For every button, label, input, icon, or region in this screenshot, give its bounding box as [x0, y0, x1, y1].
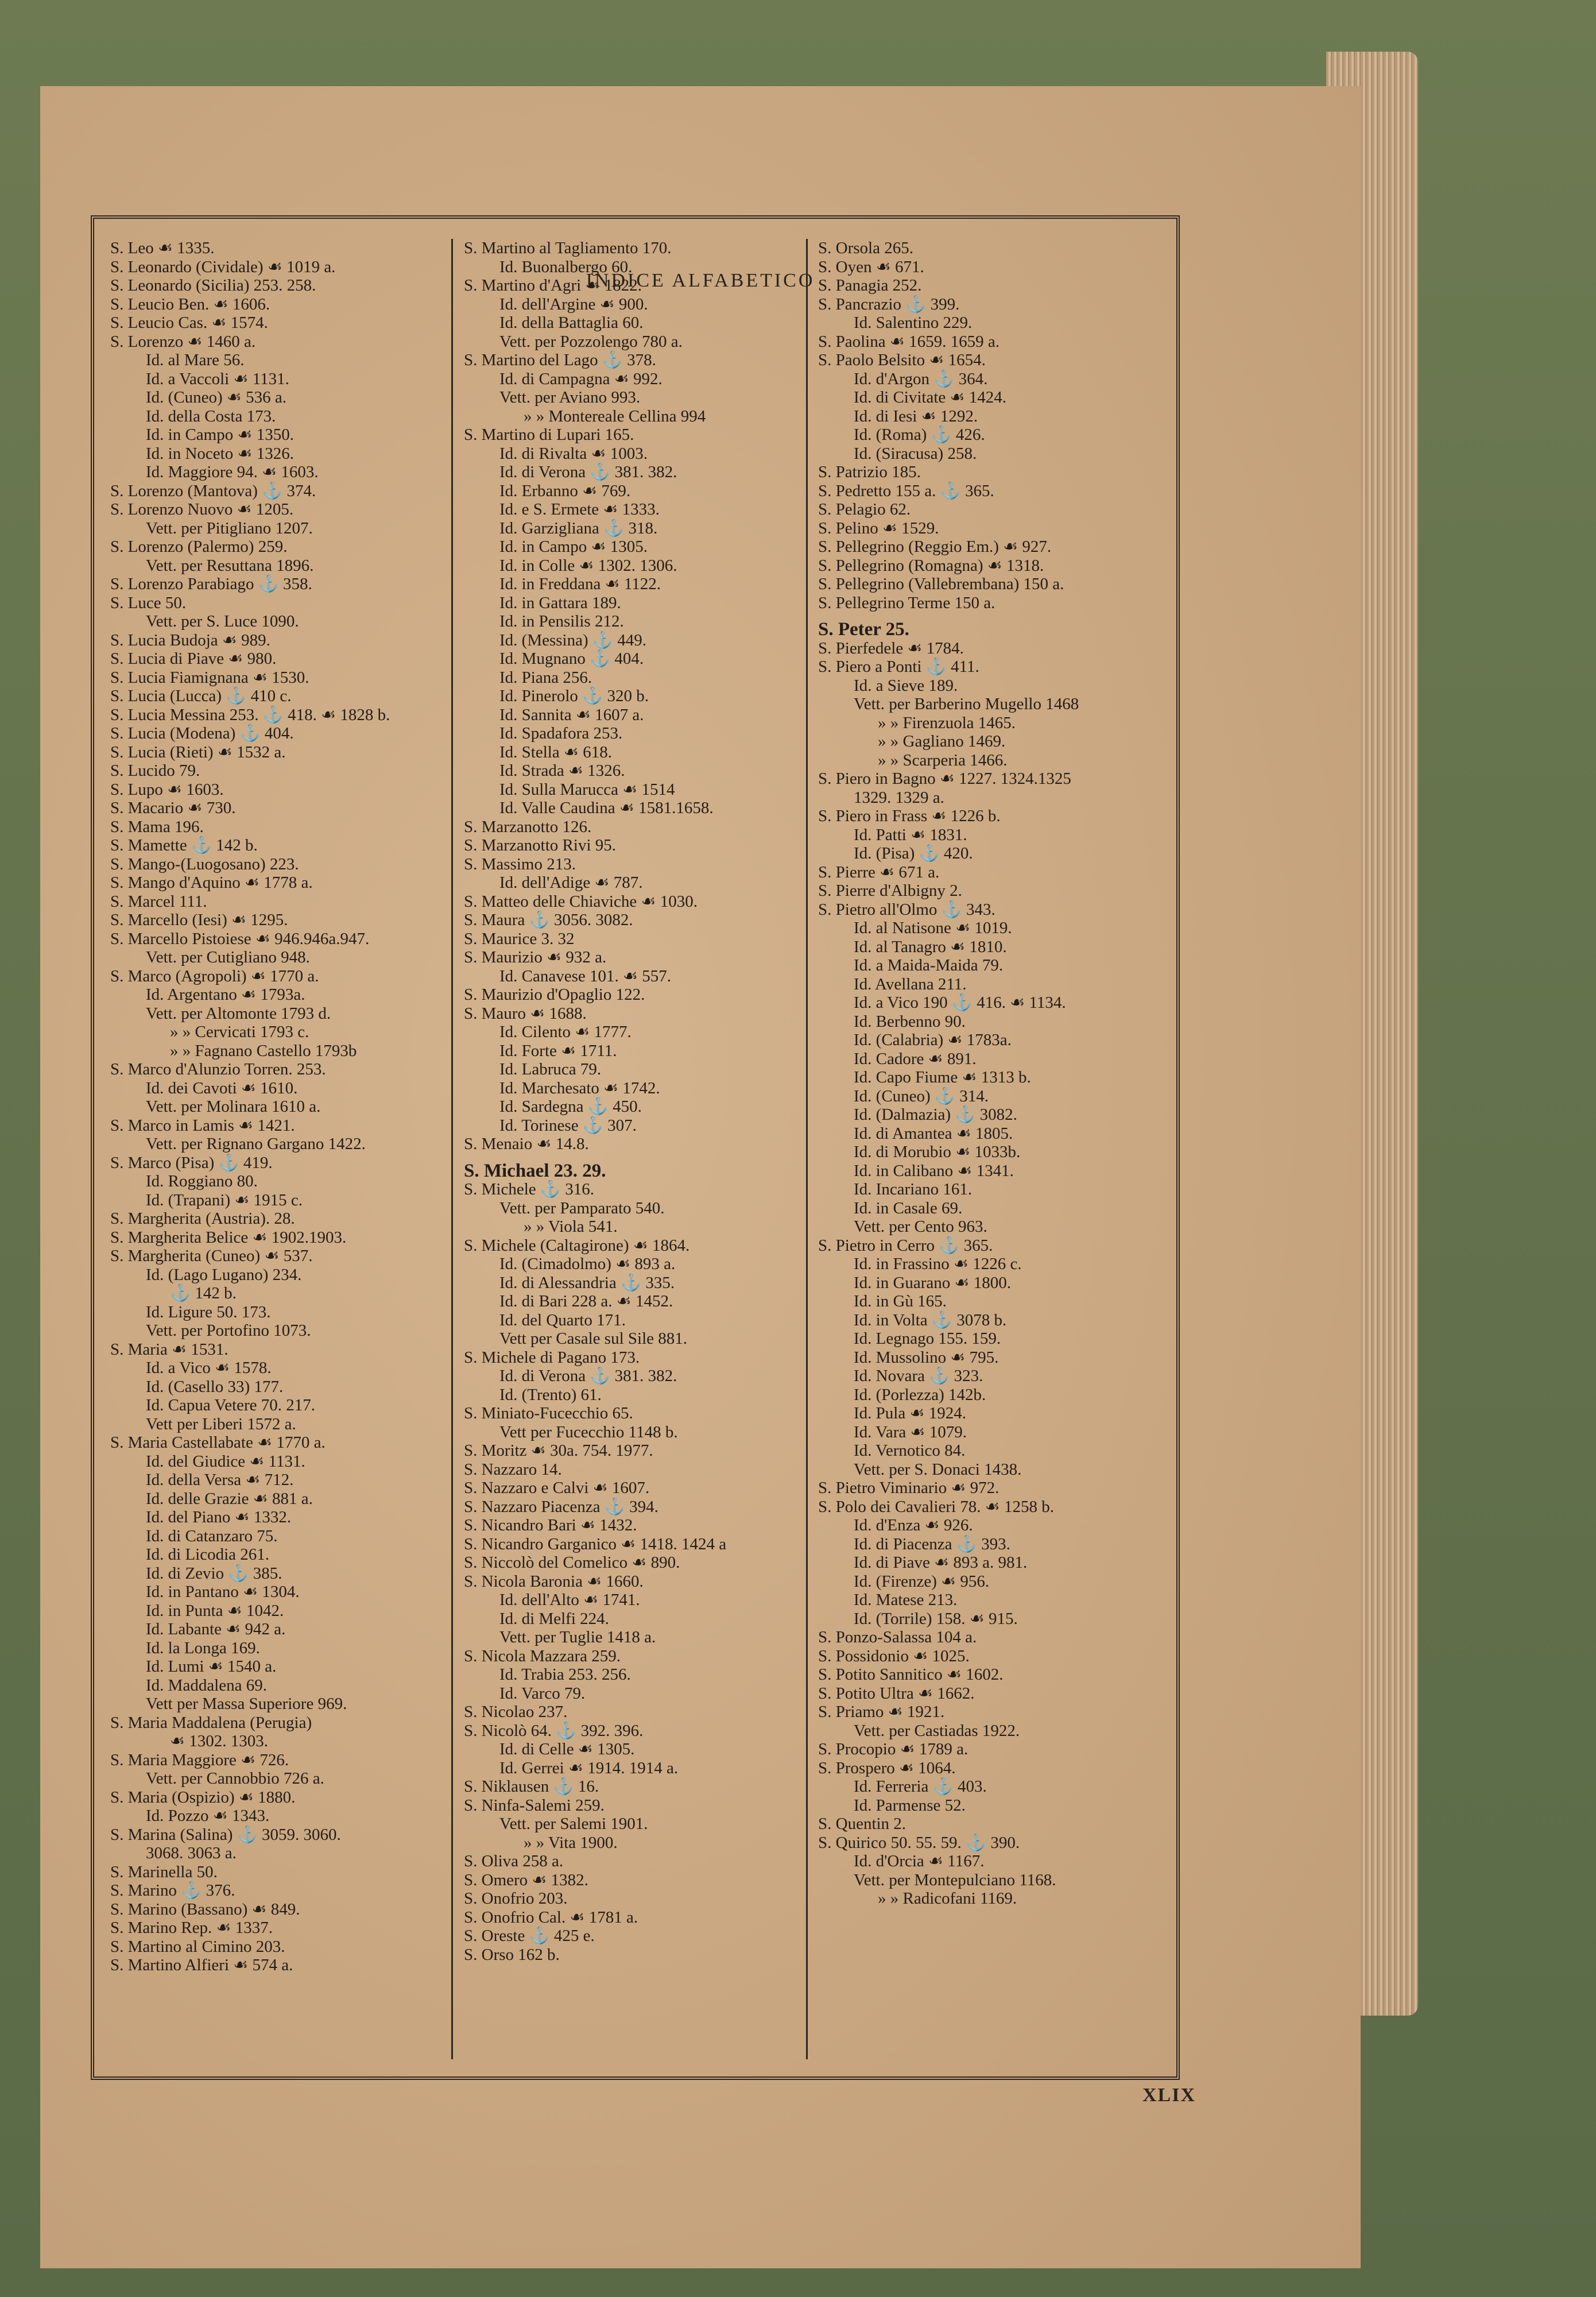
index-entry: Id. Valle Caudina ☙ 1581.1658.: [499, 799, 714, 817]
index-entry: Vett. per Montepulciano 1168.: [854, 1870, 1056, 1889]
index-entry: Id. (Cuneo) ☙ 536 a.: [146, 388, 287, 407]
index-entry: S. Luce 50.: [110, 593, 187, 612]
index-entry: Id. di Bari 228 a. ☙ 1452.: [499, 1292, 673, 1310]
index-entry: Id. di Amantea ☙ 1805.: [854, 1124, 1013, 1143]
index-entry: Id. Ligure 50. 173.: [146, 1302, 271, 1321]
index-entry: S. Mango d'Aquino ☙ 1778 a.: [110, 873, 313, 892]
index-entry: Vett. per Salemi 1901.: [499, 1815, 648, 1833]
index-entry: Id. Mussolino ☙ 795.: [854, 1348, 999, 1367]
index-entry: Id. (Firenze) ☙ 956.: [854, 1572, 990, 1591]
index-entry: Vett per Casale sul Sile 881.: [499, 1329, 688, 1348]
index-entry: S. Pellegrino (Vallebrembana) 150 a.: [818, 575, 1064, 593]
index-entry: S. Oliva 258 a.: [464, 1852, 564, 1870]
index-entry: Id. Varco 79.: [499, 1684, 586, 1703]
index-entry: S. Lucia Messina 253. ⚓ 418. ☙ 1828 b.: [110, 705, 390, 724]
index-entry: S. Maria Castellabate ☙ 1770 a.: [110, 1433, 326, 1452]
index-entry: Id. di Catanzaro 75.: [146, 1526, 278, 1545]
index-entry: Id. Labruca 79.: [499, 1060, 602, 1078]
index-entry: » » Vita 1900.: [524, 1833, 618, 1852]
index-entry: Id. Vara ☙ 1079.: [854, 1422, 967, 1441]
index-entry: S. Pierre ☙ 671 a.: [818, 863, 940, 881]
index-entry: Vett. per Pitigliano 1207.: [146, 519, 313, 537]
index-entry: Id. (Calabria) ☙ 1783a.: [854, 1031, 1012, 1049]
index-entry: S. Martino di Lupari 165.: [464, 426, 634, 444]
index-entry: S. Martino al Cimino 203.: [110, 1937, 285, 1956]
index-entry: S. Martino al Tagliamento 170.: [464, 239, 672, 257]
index-entry: Id. Salentino 229.: [854, 314, 973, 332]
index-entry: S. Martino Alfieri ☙ 574 a.: [110, 1956, 293, 1974]
index-entry: Id. Capua Vetere 70. 217.: [146, 1396, 316, 1414]
index-entry: Id. (Trento) 61.: [499, 1385, 602, 1404]
index-entry: S. Lorenzo Nuovo ☙ 1205.: [110, 500, 294, 519]
index-entry: S. Pelagio 62.: [818, 500, 911, 519]
index-entry: Id. Vernotico 84.: [854, 1441, 966, 1460]
index-entry: S. Potito Ultra ☙ 1662.: [818, 1684, 975, 1703]
index-entry: Id. Maggiore 94. ☙ 1603.: [146, 463, 319, 481]
index-entry: Id. Mugnano ⚓ 404.: [499, 649, 644, 668]
index-entry: Id. Capo Fiume ☙ 1313 b.: [854, 1068, 1031, 1086]
index-entry: Id. Cilento ☙ 1777.: [499, 1023, 632, 1041]
index-entry: Id. Labante ☙ 942 a.: [146, 1620, 286, 1638]
index-entry: S. Margherita (Austria). 28.: [110, 1209, 295, 1228]
index-entry: Id. di Verona ⚓ 381. 382.: [499, 1367, 677, 1385]
index-entry: S. Mamette ⚓ 142 b.: [110, 836, 258, 854]
index-entry: Vett per Massa Superiore 969.: [146, 1695, 347, 1713]
index-entry: S. Ponzo-Salassa 104 a.: [818, 1628, 977, 1646]
index-entry: Id. al Tanagro ☙ 1810.: [854, 937, 1007, 956]
index-entry: S. Niklausen ⚓ 16.: [464, 1777, 599, 1796]
index-entry: Id. (Trapani) ☙ 1915 c.: [146, 1190, 303, 1209]
index-entry: Id. della Costa 173.: [146, 407, 276, 426]
index-entry: S. Pellegrino Terme 150 a.: [818, 593, 995, 612]
index-entry: Vett. per Molinara 1610 a.: [146, 1097, 321, 1116]
index-entry: S. Leonardo (Sicilia) 253. 258.: [110, 276, 316, 295]
index-entry: S. Marco (Agropoli) ☙ 1770 a.: [110, 966, 319, 985]
index-entry: Id. (Dalmazia) ⚓ 3082.: [854, 1105, 1017, 1124]
index-entry: S. Marcello Pistoiese ☙ 946.946a.947.: [110, 929, 370, 948]
index-entry: » » Firenzuola 1465.: [878, 713, 1016, 732]
index-entry: S. Maria Maddalena (Perugia): [110, 1713, 312, 1732]
index-entry: S. Pietro all'Olmo ⚓ 343.: [818, 900, 995, 919]
index-entry: S. Lorenzo Parabiago ⚓ 358.: [110, 575, 312, 593]
index-entry: Id. del Quarto 171.: [499, 1310, 626, 1329]
index-entry: Id. Sulla Marucca ☙ 1514: [499, 780, 675, 799]
index-entry: Id. Matese 213.: [854, 1591, 958, 1609]
index-entry: S. Leucio Cas. ☙ 1574.: [110, 314, 268, 332]
index-entry: Id. in Frassino ☙ 1226 c.: [854, 1255, 1022, 1273]
index-entry: Id. a Vaccoli ☙ 1131.: [146, 369, 289, 388]
index-entry: Id. a Vico ☙ 1578.: [146, 1359, 272, 1377]
index-entry: Id. del Piano ☙ 1332.: [146, 1508, 292, 1526]
index-entry: Vett. per Altomonte 1793 d.: [146, 1004, 331, 1023]
index-entry: S. Marcello (Iesi) ☙ 1295.: [110, 911, 288, 929]
index-entry: Id. d'Argon ⚓ 364.: [854, 369, 988, 388]
index-entry: S. Nicola Baronia ☙ 1660.: [464, 1572, 644, 1591]
index-entry: Id. in Pantano ☙ 1304.: [146, 1583, 300, 1601]
index-entry: Id. Strada ☙ 1326.: [499, 761, 625, 780]
index-entry: Id. dell'Argine ☙ 900.: [499, 295, 648, 314]
index-entry: S. Nazzaro Piacenza ⚓ 394.: [464, 1497, 658, 1516]
index-entry: S. Onofrio Cal. ☙ 1781 a.: [464, 1908, 638, 1927]
index-entry: S. Lupo ☙ 1603.: [110, 780, 224, 799]
index-entry: S. Possidonio ☙ 1025.: [818, 1646, 970, 1665]
index-entry: S. Maurice 3. 32: [464, 929, 575, 948]
index-entry: Vett. per Resuttana 1896.: [146, 556, 314, 575]
index-entry: S. Piero a Ponti ⚓ 411.: [818, 658, 979, 676]
index-entry: S. Paolina ☙ 1659. 1659 a.: [818, 332, 1000, 351]
index-entry: Id. Pinerolo ⚓ 320 b.: [499, 687, 649, 705]
index-entry: Vett per Fucecchio 1148 b.: [499, 1422, 678, 1441]
index-entry: Id. dell'Adige ☙ 787.: [499, 873, 643, 892]
index-entry: Id. Berbenno 90.: [854, 1012, 966, 1031]
index-entry: S. Mama 196.: [110, 817, 204, 836]
index-entry: Id. di Piave ☙ 893 a. 981.: [854, 1553, 1028, 1572]
index-entry: S. Nicandro Bari ☙ 1432.: [464, 1516, 637, 1534]
index-entry: S. Pelino ☙ 1529.: [818, 519, 939, 537]
index-entry: Id. di Melfi 224.: [499, 1609, 609, 1628]
index-entry: S. Menaio ☙ 14.8.: [464, 1135, 589, 1153]
index-entry: S. Margherita Belice ☙ 1902.1903.: [110, 1228, 347, 1247]
index-entry: Id. in Pensilis 212.: [499, 612, 624, 631]
index-entry: » » Cervicati 1793 c.: [170, 1023, 309, 1041]
index-entry: Id. (Torrile) 158. ☙ 915.: [854, 1609, 1018, 1628]
index-entry: S. Procopio ☙ 1789 a.: [818, 1740, 969, 1758]
index-entry: Vett. per S. Donaci 1438.: [854, 1460, 1022, 1479]
index-entry: Vett. per Pozzolengo 780 a.: [499, 332, 683, 351]
index-entry: Id. in Calibano ☙ 1341.: [854, 1161, 1014, 1180]
index-entry: S. Polo dei Cavalieri 78. ☙ 1258 b.: [818, 1497, 1055, 1516]
index-entry: S. Mauro ☙ 1688.: [464, 1004, 587, 1023]
index-entry: S. Leo ☙ 1335.: [110, 239, 215, 257]
index-entry: Id. Torinese ⚓ 307.: [499, 1116, 637, 1135]
index-entry: Id. (Casello 33) 177.: [146, 1377, 284, 1396]
index-entry: S. Nicola Mazzara 259.: [464, 1646, 621, 1665]
index-entry: Id. (Roma) ⚓ 426.: [854, 426, 985, 444]
index-entry: Id. Ferreria ⚓ 403.: [854, 1777, 987, 1796]
book-page: [40, 86, 1361, 2268]
index-entry: » » Radicofani 1169.: [878, 1889, 1017, 1908]
index-entry: S. Nazzaro e Calvi ☙ 1607.: [464, 1479, 650, 1497]
index-entry: » » Scarperia 1466.: [878, 751, 1008, 769]
index-entry: S. Pierre d'Albigny 2.: [818, 881, 962, 900]
index-entry: S. Piero in Bagno ☙ 1227. 1324.1325: [818, 769, 1071, 788]
index-entry: S. Pancrazio ⚓ 399.: [818, 295, 960, 314]
index-entry: Id. Stella ☙ 618.: [499, 743, 612, 761]
index-entry: Id. Trabia 253. 256.: [499, 1665, 631, 1684]
index-entry: S. Macario ☙ 730.: [110, 799, 236, 817]
index-entry: S. Michael 23. 29.: [464, 1161, 606, 1180]
index-entry: Id. Spadafora 253.: [499, 724, 623, 743]
index-entry: Id. in Volta ⚓ 3078 b.: [854, 1310, 1007, 1329]
index-entry: Id. della Battaglia 60.: [499, 314, 644, 332]
page-title: INDICE ALFABETICO: [586, 270, 815, 291]
index-entry: S. Maria (Ospizio) ☙ 1880.: [110, 1788, 296, 1807]
index-entry: S. Maura ⚓ 3056. 3082.: [464, 911, 633, 929]
index-entry: Id. in Gù 165.: [854, 1292, 947, 1310]
index-entry: Id. in Campo ☙ 1305.: [499, 537, 648, 556]
index-entry: S. Nicolao 237.: [464, 1703, 568, 1721]
index-entry: S. Martino d'Agri ☙ 1822.: [464, 276, 642, 295]
index-entry: S. Moritz ☙ 30a. 754. 1977.: [464, 1441, 653, 1460]
index-entry: Id. Gerrei ☙ 1914. 1914 a.: [499, 1758, 679, 1777]
index-entry: 3068. 3063 a.: [146, 1844, 237, 1862]
index-entry: S. Matteo delle Chiaviche ☙ 1030.: [464, 892, 698, 911]
index-entry: S. Martino del Lago ⚓ 378.: [464, 351, 656, 369]
index-entry: Vett. per S. Luce 1090.: [146, 612, 299, 631]
index-entry: S. Orso 162 b.: [464, 1945, 560, 1964]
index-entry: S. Priamo ☙ 1921.: [818, 1703, 945, 1721]
index-column-2: [455, 239, 808, 2059]
index-entry: S. Marino (Bassano) ☙ 849.: [110, 1900, 300, 1919]
index-entry: Id. di Zevio ⚓ 385.: [146, 1564, 282, 1583]
index-entry: Id. a Maida-Maida 79.: [854, 956, 1004, 975]
index-entry: S. Oyen ☙ 671.: [818, 257, 924, 276]
index-entry: Id. di Rivalta ☙ 1003.: [499, 444, 648, 463]
page-number: XLIX: [1142, 2085, 1196, 2106]
index-entry: Id. dei Cavoti ☙ 1610.: [146, 1078, 298, 1097]
index-entry: Id. a Vico 190 ⚓ 416. ☙ 1134.: [854, 993, 1066, 1012]
index-entry: » » Fagnano Castello 1793b: [170, 1041, 357, 1060]
index-entry: Id. in Freddana ☙ 1122.: [499, 575, 661, 593]
index-entry: S. Nicolò 64. ⚓ 392. 396.: [464, 1721, 644, 1740]
index-entry: S. Maurizio ☙ 932 a.: [464, 948, 607, 966]
index-entry: Id. Erbanno ☙ 769.: [499, 481, 631, 500]
index-entry: Id. Marchesato ☙ 1742.: [499, 1078, 660, 1097]
index-entry: Id. Sardegna ⚓ 450.: [499, 1097, 642, 1116]
index-entry: Id. in Noceto ☙ 1326.: [146, 444, 294, 463]
index-entry: S. Pierfedele ☙ 1784.: [818, 639, 964, 658]
index-entry: Vett. per Castiadas 1922.: [854, 1721, 1020, 1740]
index-column-3: [809, 239, 1172, 2059]
index-entry: Id. Canavese 101. ☙ 557.: [499, 966, 672, 985]
index-entry: Id. Lumi ☙ 1540 a.: [146, 1657, 277, 1676]
index-entry: Vett. per Aviano 993.: [499, 388, 641, 407]
index-entry: Id. Cadore ☙ 891.: [854, 1049, 977, 1068]
index-entry: S. Marcel 111.: [110, 892, 207, 911]
index-entry: Id. in Gattara 189.: [499, 593, 621, 612]
index-entry: Vett. per Tuglie 1418 a.: [499, 1628, 656, 1646]
index-entry: S. Lucia (Modena) ⚓ 404.: [110, 724, 294, 743]
index-entry: Id. Argentano ☙ 1793a.: [146, 985, 305, 1004]
index-entry: S. Lucia (Lucca) ⚓ 410 c.: [110, 687, 292, 705]
index-entry: S. Pietro Viminario ☙ 972.: [818, 1479, 1000, 1497]
index-entry: Id. delle Grazie ☙ 881 a.: [146, 1489, 313, 1508]
index-entry: Id. al Natisone ☙ 1019.: [854, 919, 1012, 937]
index-entry: S. Marinella 50.: [110, 1862, 218, 1881]
index-entry: Id. in Colle ☙ 1302. 1306.: [499, 556, 677, 575]
index-entry: S. Leonardo (Cividale) ☙ 1019 a.: [110, 257, 336, 276]
index-entry: Vett. per Cannobbio 726 a.: [146, 1769, 324, 1788]
index-entry: S. Prospero ☙ 1064.: [818, 1758, 956, 1777]
index-entry: S. Lucia Budoja ☙ 989.: [110, 631, 270, 649]
index-entry: S. Quentin 2.: [818, 1815, 907, 1833]
index-entry: Id. di Celle ☙ 1305.: [499, 1740, 635, 1758]
index-entry: S. Niccolò del Comelico ☙ 890.: [464, 1553, 680, 1572]
index-entry: Id. e S. Ermete ☙ 1333.: [499, 500, 660, 519]
index-entry: S. Omero ☙ 1382.: [464, 1870, 588, 1889]
index-entry: S. Marino Rep. ☙ 1337.: [110, 1919, 273, 1937]
index-entry: Id. della Versa ☙ 712.: [146, 1471, 294, 1489]
index-column-1: [101, 239, 453, 2059]
index-entry: S. Lucia di Piave ☙ 980.: [110, 649, 277, 668]
index-entry: S. Oreste ⚓ 425 e.: [464, 1927, 595, 1945]
index-entry: Vett. per Rignano Gargano 1422.: [146, 1135, 366, 1153]
index-frame: [91, 215, 1180, 2080]
index-entry: » » Viola 541.: [524, 1217, 618, 1236]
index-entry: Id. Maddalena 69.: [146, 1676, 267, 1695]
index-entry: S. Marino ⚓ 376.: [110, 1881, 235, 1900]
index-entry: ⚓ 142 b.: [170, 1284, 237, 1302]
index-entry: S. Massimo 213.: [464, 854, 576, 873]
index-entry: S. Pietro in Cerro ⚓ 365.: [818, 1236, 993, 1255]
index-entry: S. Quirico 50. 55. 59. ⚓ 390.: [818, 1833, 1020, 1852]
index-entry: S. Leucio Ben. ☙ 1606.: [110, 295, 270, 314]
index-entry: S. Paolo Belsito ☙ 1654.: [818, 351, 986, 369]
index-entry: Id. di Morubio ☙ 1033b.: [854, 1143, 1021, 1161]
index-entry: Id. d'Enza ☙ 926.: [854, 1516, 973, 1534]
index-entry: Id. Sannita ☙ 1607 a.: [499, 705, 644, 724]
index-entry: S. Pellegrino (Romagna) ☙ 1318.: [818, 556, 1044, 575]
index-entry: Id. Novara ⚓ 323.: [854, 1367, 983, 1385]
index-entry: S. Pedretto 155 a. ⚓ 365.: [818, 481, 994, 500]
index-entry: S. Ninfa-Salemi 259.: [464, 1796, 605, 1815]
index-entry: Id. Pozzo ☙ 1343.: [146, 1807, 270, 1825]
index-entry: Id. di Alessandria ⚓ 335.: [499, 1273, 675, 1292]
index-entry: S. Marco (Pisa) ⚓ 419.: [110, 1153, 273, 1172]
index-entry: Id. (Pisa) ⚓ 420.: [854, 844, 973, 863]
index-entry: S. Lorenzo (Palermo) 259.: [110, 537, 288, 556]
index-entry: Id. la Longa 169.: [146, 1638, 260, 1657]
index-entry: Id. Avellana 211.: [854, 975, 967, 993]
index-entry: S. Marina (Salina) ⚓ 3059. 3060.: [110, 1825, 341, 1844]
index-entry: Id. Piana 256.: [499, 668, 592, 687]
index-entry: S. Nazzaro 14.: [464, 1460, 562, 1479]
index-entry: S. Michele (Caltagirone) ☙ 1864.: [464, 1236, 690, 1255]
index-entry: S. Potito Sannitico ☙ 1602.: [818, 1665, 1004, 1684]
index-entry: S. Maria ☙ 1531.: [110, 1340, 228, 1359]
index-entry: Id. Roggiano 80.: [146, 1172, 258, 1190]
index-entry: Id. Parmense 52.: [854, 1796, 966, 1815]
index-entry: Id. in Punta ☙ 1042.: [146, 1601, 284, 1620]
index-entry: S. Maurizio d'Opaglio 122.: [464, 985, 645, 1004]
index-entry: Id. Buonalbergo 60.: [499, 257, 633, 276]
index-entry: ☙ 1302. 1303.: [170, 1732, 268, 1750]
index-entry: Id. Pula ☙ 1924.: [854, 1404, 966, 1422]
index-entry: S. Lucia Fiamignana ☙ 1530.: [110, 668, 309, 687]
index-entry: S. Marco in Lamis ☙ 1421.: [110, 1116, 295, 1135]
index-entry: S. Maria Maggiore ☙ 726.: [110, 1750, 289, 1769]
index-entry: S. Marzanotto Rivi 95.: [464, 836, 617, 854]
index-entry: S. Peter 25.: [818, 620, 909, 639]
index-entry: S. Marzanotto 126.: [464, 817, 592, 836]
index-entry: S. Lucido 79.: [110, 761, 200, 780]
index-entry: Vett. per Cento 963.: [854, 1217, 987, 1236]
index-entry: S. Orsola 265.: [818, 239, 913, 257]
index-entry: Id. (Siracusa) 258.: [854, 444, 977, 463]
index-entry: » » Gagliano 1469.: [878, 732, 1006, 751]
index-entry: Id. (Lago Lugano) 234.: [146, 1265, 302, 1284]
index-entry: S. Michele ⚓ 316.: [464, 1180, 595, 1198]
index-entry: Id. del Giudice ☙ 1131.: [146, 1452, 305, 1471]
index-entry: S. Lucia (Rieti) ☙ 1532 a.: [110, 743, 286, 761]
index-entry: 1329. 1329 a.: [854, 788, 944, 807]
index-entry: Vett. per Pamparato 540.: [499, 1198, 665, 1217]
index-entry: Id. Forte ☙ 1711.: [499, 1041, 617, 1060]
index-entry: Id. in Casale 69.: [854, 1198, 963, 1217]
index-entry: Id. Incariano 161.: [854, 1180, 973, 1198]
index-entry: Id. in Campo ☙ 1350.: [146, 426, 294, 444]
index-entry: Id. Legnago 155. 159.: [854, 1329, 1001, 1348]
index-entry: Id. dell'Alto ☙ 1741.: [499, 1591, 640, 1609]
index-entry: Id. (Messina) ⚓ 449.: [499, 631, 646, 649]
index-entry: Vett. per Portofino 1073.: [146, 1321, 311, 1340]
index-entry: S. Mango-(Luogosano) 223.: [110, 854, 299, 873]
index-entry: Id. in Guarano ☙ 1800.: [854, 1273, 1012, 1292]
index-entry: S. Lorenzo ☙ 1460 a.: [110, 332, 256, 351]
index-entry: S. Marco d'Alunzio Torren. 253.: [110, 1060, 326, 1078]
index-entry: Id. (Cimadolmo) ☙ 893 a.: [499, 1255, 676, 1273]
index-entry: S. Piero in Frass ☙ 1226 b.: [818, 807, 1001, 825]
index-entry: Vett. per Barberino Mugello 1468: [854, 695, 1079, 713]
index-entry: Vett per Liberi 1572 a.: [146, 1414, 296, 1433]
index-entry: Id. di Piacenza ⚓ 393.: [854, 1534, 1010, 1553]
index-entry: S. Miniato-Fucecchio 65.: [464, 1404, 633, 1422]
index-entry: S. Michele di Pagano 173.: [464, 1348, 640, 1367]
index-entry: Id. di Iesi ☙ 1292.: [854, 407, 978, 426]
index-entry: Id. (Cuneo) ⚓ 314.: [854, 1086, 989, 1105]
index-entry: Id. (Porlezza) 142b.: [854, 1385, 986, 1404]
index-entry: Id. Patti ☙ 1831.: [854, 825, 967, 844]
index-entry: Id. Garzigliana ⚓ 318.: [499, 519, 658, 537]
index-entry: Id. di Licodia 261.: [146, 1545, 270, 1564]
index-entry: Id. di Verona ⚓ 381. 382.: [499, 463, 677, 481]
index-entry: S. Pellegrino (Reggio Em.) ☙ 927.: [818, 537, 1052, 556]
index-entry: Id. a Sieve 189.: [854, 676, 958, 695]
index-entry: Vett. per Cutigliano 948.: [146, 948, 310, 966]
index-entry: S. Panagia 252.: [818, 276, 922, 295]
index-entry: S. Patrizio 185.: [818, 463, 921, 481]
index-entry: Id. al Mare 56.: [146, 351, 245, 369]
index-entry: Id. di Civitate ☙ 1424.: [854, 388, 1007, 407]
index-entry: » » Montereale Cellina 994: [524, 407, 706, 426]
index-entry: S. Lorenzo (Mantova) ⚓ 374.: [110, 481, 316, 500]
index-entry: Id. d'Orcia ☙ 1167.: [854, 1852, 985, 1870]
index-entry: S. Onofrio 203.: [464, 1889, 568, 1908]
index-entry: S. Nicandro Garganico ☙ 1418. 1424 a: [464, 1534, 727, 1553]
index-entry: Id. di Campagna ☙ 992.: [499, 369, 663, 388]
index-entry: S. Margherita (Cuneo) ☙ 537.: [110, 1247, 313, 1265]
